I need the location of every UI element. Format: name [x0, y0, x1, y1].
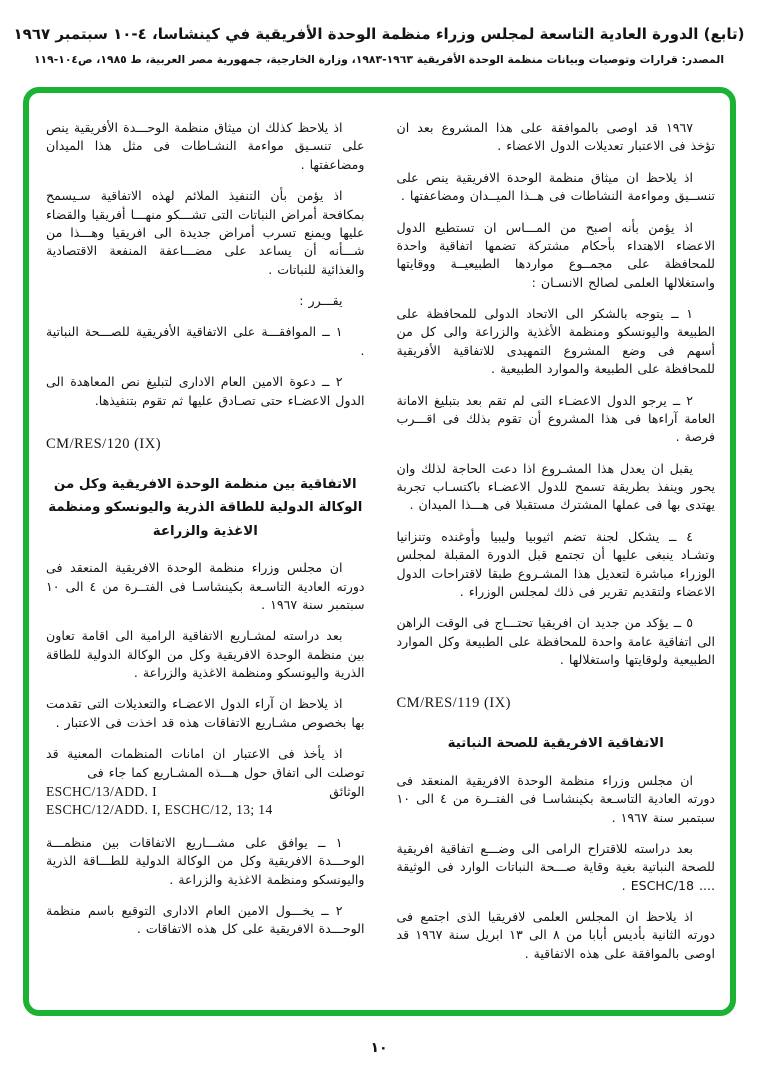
paragraph: اذ يلاحظ كذلك ان ميثاق منظمة الوحـــدة الأفريقية ينص على تنسـيق مواءمة النشـاطات فى مثل هذا الميدان ومضاعفتها .: [46, 120, 365, 172]
paragraph: ١٩٦٧ قد اوصى بالموافقة على هذا المشروع بعد ان تؤخذ فى الاعتبار تعديلات الدول الاعضاء .: [396, 120, 715, 154]
paragraph: بعد دراسته لمشـاريع الاتفاقية الرامية الى اقامة تعاون بين منظمة الوحدة الافريقية وكل من الوكالة الدولية للطاقة الذرية واليونسكو ومنظمة الاغذية والزراعة .: [46, 628, 365, 681]
list-item: ١ ــ الموافقـــة على الاتفاقية الأفريقية للصـــحة النباتية .: [46, 324, 365, 358]
paragraph: اذ يلاحظ ان آراء الدول الاعضـاء والتعديلات التى تقدمت بها بخصوص مشـاريع الاتفاقات هذه قد اخذت فى الاعتبار .: [46, 696, 365, 730]
page-title: (تابع) الدورة العادية التاسعة لمجلس وزراء منظمة الوحدة الأفريقية في كينشاسا، ٤-١٠ سبتمبر ١٩٦٧: [13, 25, 745, 43]
section-heading: الاتفاقية الافريقية للصحة النباتية: [447, 736, 664, 752]
paragraph: يقـــرر :: [299, 293, 343, 308]
paragraph: يقبل ان يعدل هذا المشـروع اذا دعت الحاجة لذلك وان يحور وينفذ بطريقة تسمح للدول الاعضـاء باكتسـاب تجربة يهتدى بها فى عملها المشترك مستقبلا فى هـــذا الميدان .: [396, 460, 715, 513]
list-item: ٤ ــ يشكل لجنة تضم اثيوبيا وليبيا وأوغنده وتنزانيا وتشـاد ينبغى عليها أن تجتمع قبل الدورة المقبلة لمجلس الوزراء مباشرة لتعديل هذا المشـروع طبقا لاقتراحات الدول الاعضاء ولتقديم تقرير فى ذلك لمجلس الوزراء .: [396, 528, 715, 599]
list-item: ٢ ــ دعوة الامين العام الادارى لتبليغ نص المعاهدة الى الدول الاعضـاء حتى تصـادق عليها ثم تقوم بتنفيذها.: [46, 374, 365, 408]
list-item: ١ ــ يتوجه بالشكر الى الاتحاد الدولى للمحافظة على الطبيعة واليونسكو ومنظمة الأغذية والزراعة والى كل من أسهم فى وضع المشروع التمهيدى للاتفاقية الأفريقية للمحافظة على الطبيعة والموارد الطبيعية .: [396, 306, 715, 377]
list-item: ٢ ــ يخـــول الامين العام الادارى التوقيع باسم منظمة الوحـــدة الافريقية على كل هذه الاتفاقات .: [46, 903, 365, 937]
paragraph: اذ يؤمن بأنه اصبح من المـــاس ان تستطيع الدول الاعضاء الاهتداء بأحكام مشتركة تضمها اتفاقية واحدة للمحافظة على مجمــوع مواردها الطبيعيــة ووقايتها واستغلالها العلمى لصالح الانسـان :: [396, 219, 715, 290]
paragraph: اذ يلاحظ ان ميثاق منظمة الوحدة الافريقية ينص على تنســيق ومواءمة النشاطات فى هــذا الميــدان ومضاعفتها .: [396, 169, 715, 204]
section-heading: الاتفاقية بين منظمة الوحدة الافريقية وكل من الوكالة الدولية للطاقة الذرية واليونسكو ومنظمة الاغذية والزراعة: [48, 476, 363, 539]
document-reference: ESCHC/13/ADD. I: [46, 783, 158, 799]
column-right: [397, 119, 716, 996]
resolution-code: CM/RES/120 (IX): [46, 435, 162, 452]
page-number: ١٠: [370, 1040, 388, 1056]
source-line: المصدر: قرارات وتوصيات وبيانات منظمة الوحدة الأفريقية ١٩٦٣-١٩٨٣، وزارة الخارجية، جمهورية مصر العربية، ط ١٩٨٥، ص١٠٤-١١٩: [33, 53, 725, 66]
paragraph: بعد دراسته للاقتراح الرامى الى وضـــع اتفاقية افريقية للصحة النباتية بغية وقاية صـــحة النباتات الوارد فى الوثيقة .... ESCHC/18 .: [396, 840, 715, 893]
paragraph: اذ يلاحظ ان المجلس العلمى لافريقيا الذى اجتمع فى دورته الثانية بأديس أبابا من ٨ الى ١٣ ابريل سنة ١٩٦٧ قد اوصى بالموافقة على هذه الاتفاقية .: [396, 909, 716, 961]
paragraph: اذ يأخذ فى الاعتبار ان امانات المنظمات المعنية قد توصلت الى اتفاق حول هـــذه المشـاريع كما جاء فى: [46, 746, 365, 780]
resolution-code: CM/RES/119 (IX): [396, 695, 512, 712]
paragraph: اذ يؤمن بأن التنفيذ الملائم لهذه الاتفاقية سـيسمح بمكافحة أمراض النباتات التى تشـــكو منهـــا أفريقيا والقضاء عليها ويمنع تسرب أمراض جديدة الى افريقيا وهـــذا من شـــأنه أن يساعد على مضـــاعفة المنفعة الاقتصادية والغذائية للنباتات .: [46, 188, 365, 277]
paragraph: ان مجلس وزراء منظمة الوحدة الافريقية المنعقد فى دورته العادية التاسـعة بكينشاسـا فى الفتــرة من ٤ الى ١٠ سبتمبر سنة ١٩٦٧ .: [46, 560, 365, 612]
list-item: ١ ــ يوافق على مشـــاريع الاتفاقات بين منظمـــة الوحـــدة الافريقية وكل من الوكالة الدولية للطـــاقة الذرية واليونسكو ومنظمة الاغذية والزراعة .: [46, 834, 365, 887]
page-header: [0, 0, 758, 67]
document-reference-line: [46, 784, 365, 800]
document-reference: ESCHC/12/ADD. I, ESCHC/12, 13; 14: [46, 801, 273, 817]
list-item: ٢ ــ يرجو الدول الاعضـاء التى لم تقم بعد بتبليغ الامانة العامة آراءها فى هذا المشروع أن تقوم بذلك فى اقـــرب فرصة .: [396, 392, 715, 445]
list-item: ٥ ــ يؤكد من جديد ان افريقيا تحتـــاج فى الوقت الراهن الى اتفاقية عامة واحدة للمحافظة على الطبيعة وكل الموارد الطبيعية ولوقايتها واستغلالها .: [396, 615, 715, 667]
paragraph: ان مجلس وزراء منظمة الوحدة الافريقية المنعقد فى دورته العادية التاسـعة بكينشاسـا فى الفتــرة من ٤ الى ١٠ سبتمبر سنة ١٩٦٧ .: [396, 772, 716, 825]
page-footer: [0, 1037, 758, 1056]
document-frame: [23, 87, 736, 1016]
column-left: [46, 119, 365, 996]
documents-label: الوثائق: [329, 783, 365, 799]
